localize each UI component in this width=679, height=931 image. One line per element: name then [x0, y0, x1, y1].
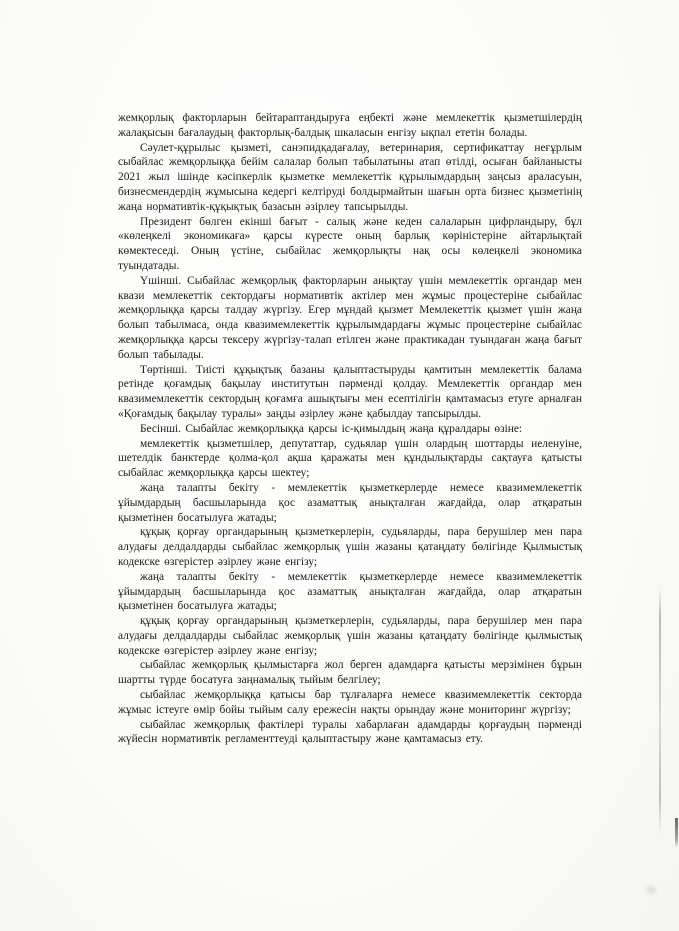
paragraph-12: сыбайлас жемқорлық қылмыстарға жол берген адамдарға қатысты мерзімінен бұрын шартты түрде босатуға заңнамалық тыйым белгілеу; [118, 659, 582, 687]
scan-edge-shadow-artifact [659, 588, 661, 834]
paragraph-2: Сәулет-құрылыс қызметі, санэпидқадағалау, ветеринария, сертификаттау неғұрлым сыбайлас жемқорлыққа бейім салалар болып табылатыны атап өтілді, осыған байланысты 2021 жыл ішінде кәсіпкерлік қызметке мемлекеттік құрылымдардың заңсыз араласуын, бизнесмендердің жұмысына кедергі келтіруді болдырмайтын шағын орта бизнес қызметінің жаңа нормативтік-құқықтық базасын әзірлеу тапсырылды. [118, 141, 582, 213]
paragraph-6: Бесінші. Сыбайлас жемқорлыққа қарсы іс-қимылдың жаңа құралдары өзіне: [140, 422, 523, 435]
scan-corner-mark-artifact [675, 818, 678, 848]
paragraph-13: сыбайлас жемқорлыққа қатысы бар тұлғаларға немесе квазимемлекеттік секторда жұмыс істеуге өмір бойы тыйым салу ережесін нақты орындау және мониторинг жүргізу; [118, 689, 582, 716]
paragraph-1: жемқорлық факторларын бейтараптандыруға еңбекті және мемлекеттік қызметшілердің жалақысын бағалаудың факторлық-балдық шкаласын енгізу ықпал ететін болады. [118, 112, 582, 139]
paragraph-11: құқық қорғау органдарының қызметкерлерін, судьяларды, пара берушілер мен пара алудағы делдалдарды сыбайлас жемқорлық үшін жазаны қатаңдату бөлігінде қылмыстық кодекске өзгерістер әзірлеу және енгізу; [118, 615, 582, 657]
paragraph-4: Үшінші. Сыбайлас жемқорлық факторларын анықтау үшін мемлекеттік органдар мен квази мемлекеттік сектордағы нормативтік актілер мен жұмыс процестеріне сыбайлас жемқорлыққа қарсы талдау жүргізу. Егер мұндай қызмет Мемлекеттік қызмет үшін жаңа болып табылмаса, онда квазимемлекеттік құрылымдардағы жұмыс процестеріне сыбайлас жемқорлыққа қарсы тексеру жүргізу-талап етілген және практикадан туындаған жаңа бағыт болып табылады. [118, 274, 582, 361]
document-text-block [118, 111, 582, 747]
paragraph-5: Төртінші. Тиісті құқықтық базаны қалыптастыруды қамтитын мемлекеттік балама ретінде қоғамдық бақылау институтын пәрменді қолдау. Мемлекеттік органдар мен квазимемлекеттік сектордың қоғамға ашықтығы мен есептілігін қамтамасыз етуге арналған «Қоғамдық бақылау туралы» заңды әзірлеу және қабылдау тапсырылды. [118, 363, 582, 420]
paragraph-10: жаңа талапты бекіту - мемлекеттік қызметкерлерде немесе квазимемлекеттік ұйымдардың басшыларында қос азаматтық анықталған жағдайда, олар атқаратын қызметінен босатылуға жатады; [118, 570, 582, 613]
paragraph-7: мемлекеттік қызметшілер, депутаттар, судьялар үшін олардың шоттарды иеленуіне, шетелдік банктерде қолма-қол ақша қаражаты мен құндылықтарды сақтауға қатысты сыбайлас жемқорлыққа қарсы шектеу; [118, 437, 582, 480]
scan-smudge-artifact [646, 886, 656, 894]
paragraph-9: құқық қорғау органдарының қызметкерлерін, судьяларды, пара берушілер мен пара алудағы делдалдарды сыбайлас жемқорлық үшін жазаны қатаңдату бөлігінде Қылмыстық кодекске өзгерістер әзірлеу және енгізу; [118, 526, 582, 568]
paragraph-3: Президент бөлген екінші бағыт - салық және кеден салаларын цифрландыру, бұл «көлеңкелі экономикаға» қарсы күресте оның барлық көріністеріне айтарлықтай көмектеседі. Оның үстіне, сыбайлас жемқорлықты нақ осы көлеңкелі экономика туындатады. [118, 215, 582, 272]
paragraph-8: жаңа талапты бекіту - мемлекеттік қызметкерлерде немесе квазимемлекеттік ұйымдардың басшыларында қос азаматтық анықталған жағдайда, олар атқаратын қызметінен босатылуға жатады; [118, 481, 582, 524]
paragraph-14: сыбайлас жемқорлық фактілері туралы хабарлаған адамдарды қорғаудың пәрменді жүйесін нормативтік регламенттеуді қалыптастыру және қамтамасыз ету. [118, 718, 582, 746]
